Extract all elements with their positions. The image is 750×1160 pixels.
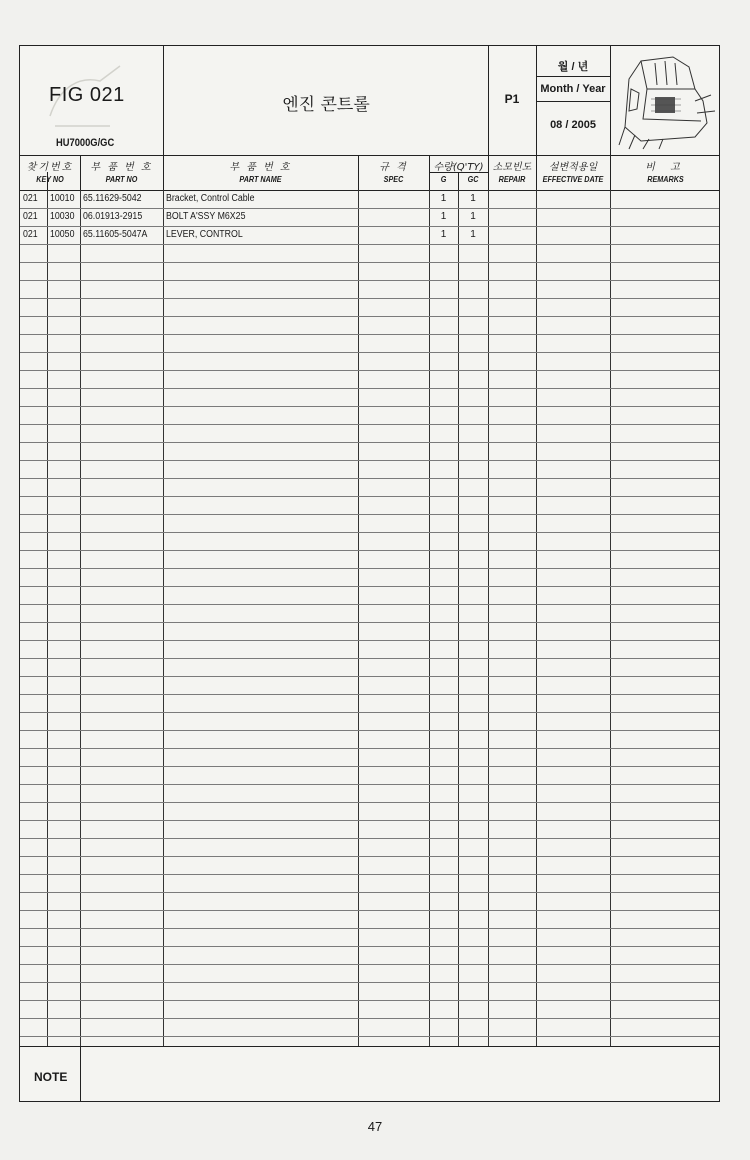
col-part-no: PART NO <box>105 175 138 184</box>
table-rule-line <box>20 352 719 353</box>
table-rule-line <box>20 910 719 911</box>
col-remarks: REMARKS <box>647 175 684 184</box>
table-rule-line <box>20 442 719 443</box>
table-rule-line <box>20 532 719 533</box>
column-header-row <box>20 155 719 191</box>
col-spec: SPEC <box>383 175 404 184</box>
col-key-no: KEY NO <box>36 175 64 184</box>
date-value: 08 / 2005 <box>550 119 596 131</box>
cell-key-no: 10030 <box>50 211 75 222</box>
cell-part-no: 65.11629-5042 <box>83 193 142 204</box>
figure-number: FIG 021 <box>49 84 125 106</box>
table-rule-line <box>20 1000 719 1001</box>
col-effective-date: EFFECTIVE DATE <box>542 175 604 184</box>
table-rule-line <box>20 622 719 623</box>
page-title: 엔진 콘트롤 <box>282 95 370 115</box>
cell-fig: 021 <box>23 193 38 204</box>
col-qty-gc: GC <box>467 175 479 184</box>
parts-list-sheet <box>19 45 720 1102</box>
cell-key-no: 10010 <box>50 193 75 204</box>
table-rule-line <box>20 1036 719 1037</box>
table-rule-line <box>20 964 719 965</box>
table-rule-line <box>20 712 719 713</box>
cell-part-name: LEVER, CONTROL <box>166 229 243 240</box>
table-rule-line <box>20 1018 719 1019</box>
table-rule-line <box>20 658 719 659</box>
table-rule-line <box>20 244 719 245</box>
col-qty-korean: 수량(Q'TY) <box>433 162 484 173</box>
cell-fig: 021 <box>23 229 38 240</box>
table-rule-line <box>20 478 719 479</box>
table-rule-line <box>20 226 719 227</box>
col-part-no-korean: 부 품 번 호 <box>90 162 153 173</box>
table-rule-line <box>20 982 719 983</box>
col-qty-g: G <box>440 175 447 184</box>
table-rule-line <box>20 406 719 407</box>
table-rule-line <box>20 496 719 497</box>
table-rule-line <box>20 424 719 425</box>
model-code: HU7000G/GC <box>56 137 115 149</box>
cell-qty-gc: 1 <box>470 211 476 222</box>
date-label-korean: 월 / 년 <box>557 61 589 73</box>
table-rule-line <box>20 568 719 569</box>
col-remarks-korean: 비 고 <box>645 162 686 173</box>
table-rule-line <box>20 640 719 641</box>
cell-qty-g: 1 <box>440 211 447 222</box>
cell-qty-g: 1 <box>440 193 447 204</box>
cell-qty-g: 1 <box>440 229 447 240</box>
table-rule-line <box>20 316 719 317</box>
table-rule-line <box>20 928 719 929</box>
table-rule-line <box>20 766 719 767</box>
table-rule-line <box>20 604 719 605</box>
table-rule-line <box>20 586 719 587</box>
cell-qty-gc: 1 <box>470 193 476 204</box>
table-rule-line <box>20 892 719 893</box>
col-spec-korean: 규 격 <box>379 162 408 173</box>
note-section <box>20 1046 719 1102</box>
table-rule-line <box>20 676 719 677</box>
parts-table <box>20 190 719 1046</box>
cell-qty-gc: 1 <box>470 229 476 240</box>
table-rule-line <box>20 514 719 515</box>
table-rule-line <box>20 874 719 875</box>
table-rule-line <box>20 298 719 299</box>
table-rule-line <box>20 694 719 695</box>
table-rule-line <box>20 838 719 839</box>
table-rule-line <box>20 334 719 335</box>
table-rule-line <box>20 208 719 209</box>
table-rule-line <box>20 820 719 821</box>
col-repair: REPAIR <box>498 175 526 184</box>
col-key-no-korean: 찾기번호 <box>26 162 74 173</box>
machine-illustration-icon <box>611 49 719 151</box>
date-box <box>536 46 610 155</box>
table-rule-line <box>20 388 719 389</box>
table-rule-line <box>20 946 719 947</box>
cell-part-name: Bracket, Control Cable <box>166 193 255 204</box>
sheet-header <box>20 46 719 156</box>
table-rule-line <box>20 280 719 281</box>
table-rule-line <box>20 460 719 461</box>
table-rule-line <box>20 748 719 749</box>
table-rule-line <box>20 730 719 731</box>
col-part-name-korean: 부 품 번 호 <box>229 162 292 173</box>
col-effective-date-korean: 설변적용일 <box>548 162 598 173</box>
page-number: 47 <box>367 1119 383 1134</box>
col-part-name: PART NAME <box>239 175 282 184</box>
table-rule-line <box>20 262 719 263</box>
table-rule-line <box>20 370 719 371</box>
note-label: NOTE <box>34 1070 68 1084</box>
table-rule-line <box>20 802 719 803</box>
cell-fig: 021 <box>23 211 38 222</box>
col-repair-korean: 소모빈도 <box>492 162 532 173</box>
cell-key-no: 10050 <box>50 229 75 240</box>
date-label-english: Month / Year <box>540 83 606 95</box>
table-rule-line <box>20 550 719 551</box>
table-rule-line <box>20 784 719 785</box>
cell-part-no: 06.01913-2915 <box>83 211 143 222</box>
table-rule-line <box>20 856 719 857</box>
page-indicator: P1 <box>504 92 520 106</box>
cell-part-name: BOLT A'SSY M6X25 <box>166 211 246 222</box>
cell-part-no: 65.11605-5047A <box>83 229 148 240</box>
